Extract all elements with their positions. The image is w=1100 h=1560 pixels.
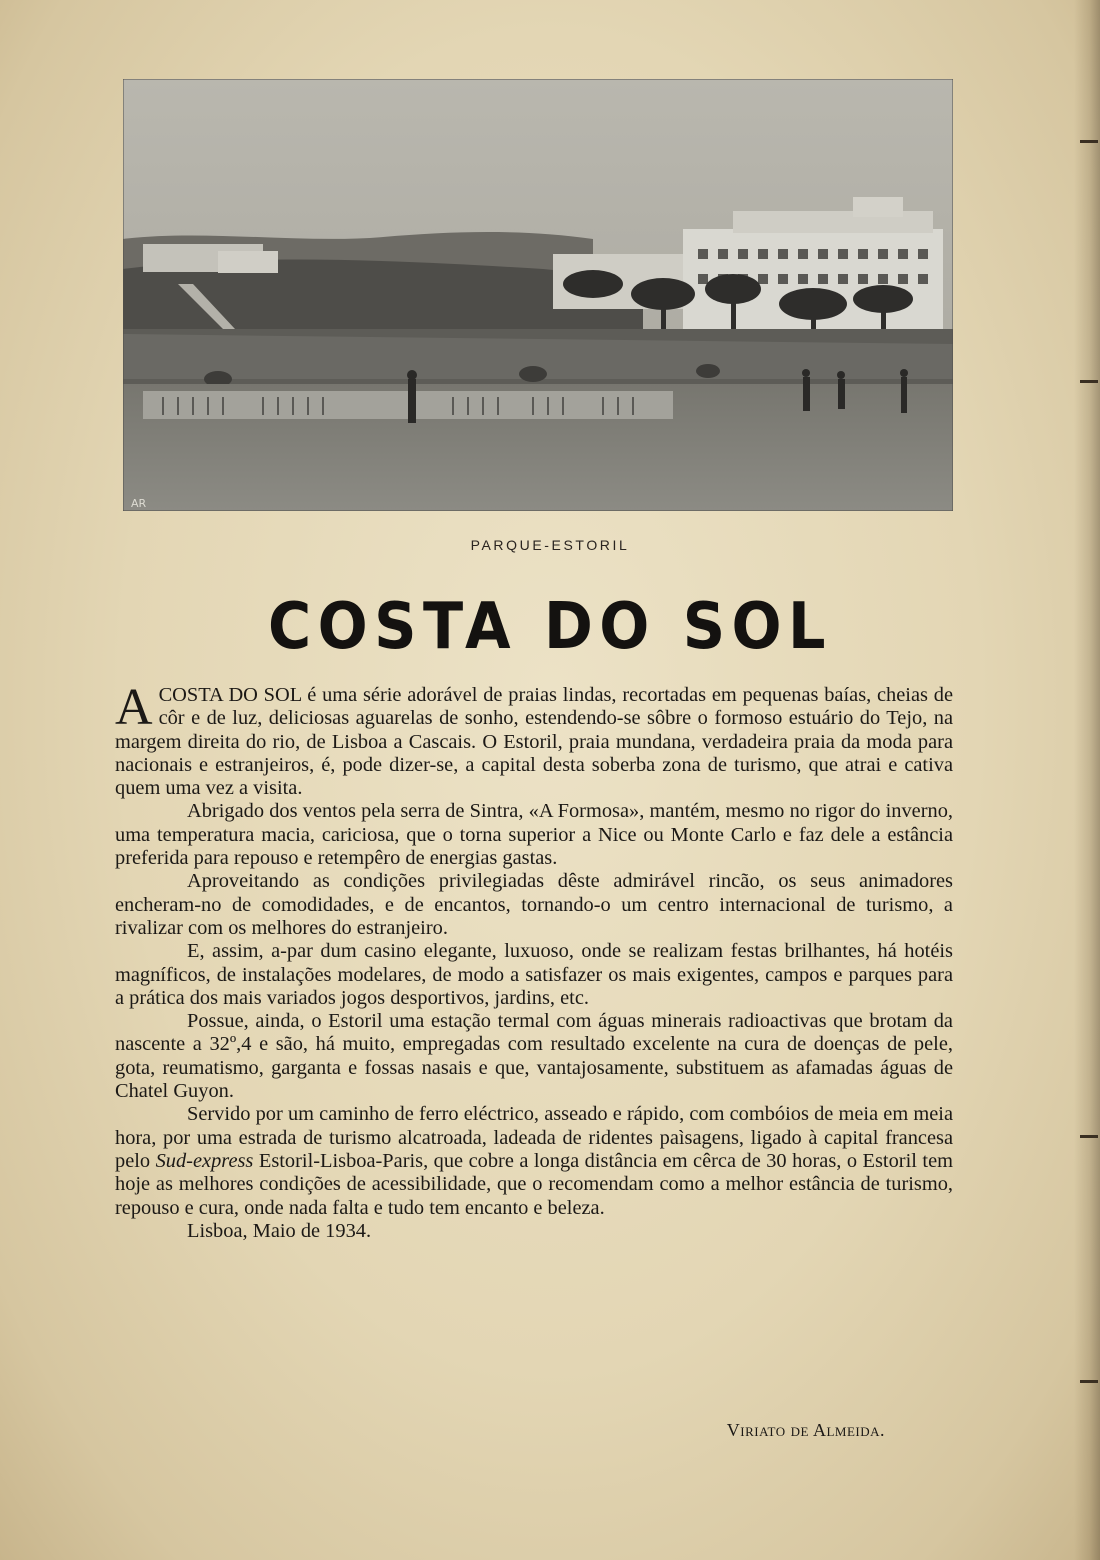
edge-mark: [1080, 1135, 1098, 1138]
edge-mark: [1080, 140, 1098, 143]
date-line: Lisboa, Maio de 1934.: [187, 1219, 372, 1242]
parque-estoril-photo: [123, 79, 953, 511]
drop-cap: A: [115, 679, 153, 736]
photo-signature: AR: [131, 497, 147, 510]
photo-caption: PARQUE-ESTORIL: [470, 537, 630, 553]
paragraph-6-text-a: Servido por um caminho de ferro eléctrico, asseado e rápido, com combóios de meia em meia hora, por uma estrada de turismo alcatroada, ladeada de ridentes paìsagens, ligado à capital francesa pelo: [115, 1103, 953, 1172]
paragraph-3: Aproveitando as condições privilegiadas dêste admirável rincão, os seus animadores encheram-no de comodidades, e de encantos, tornando-o um centro internacional de turismo, a rivalizar com os melhores do estranjeiro.: [115, 870, 953, 939]
paragraph-1-text: COSTA DO SOL é uma série adorável de praias lindas, recortadas em pequenas baías, cheias de côr e de luz, deliciosas aguarelas de sonho, estendendo-se sôbre o formoso estuário do Tejo, na margem direita do rio, de Lisboa a Cascais. O Estoril, praia mundana, verdadeira praia da moda para nacionais e estranjeiros, é, pode dizer-se, a capital desta soberba zona de turismo, que atrai e cativa quem uma vez a visita.: [115, 684, 953, 800]
paragraph-5: Possue, ainda, o Estoril uma estação termal com águas minerais radioactivas que brotam da nascente a 32º,4 e são, há muito, empregadas com resultado excelente na cura de doenças de pele, gota, reumatismo, garganta e fossas nasais e que, vantajosamente, substituem as afamadas águas de Chatel Guyon.: [115, 1010, 953, 1103]
paragraph-6-text-b: Estoril-Lisboa-Paris, que cobre a longa distância em cêrca de 30 horas, o Estoril tem hoje as melhores condições de acessibilidade, que o recomendam como a melhor estância de turismo, repouso e cura, onde nada falta e tudo tem encanto e beleza.: [115, 1149, 953, 1219]
paragraph-1: [115, 679, 953, 800]
author-signature: Viriato de Almeida.: [726, 1420, 885, 1440]
article-body: [115, 679, 953, 1243]
page-edge-shadow: [1074, 0, 1100, 1560]
paragraph-2: Abrigado dos ventos pela serra de Sintra, «A Formosa», mantém, mesmo no rigor do inverno, uma temperatura macia, cariciosa, que o torna superior a Nice ou Monte Carlo e faz dele a estância preferida para repouso e retempêro de energias gastas.: [115, 800, 953, 870]
paragraph-6-emphasis: Sud-express: [155, 1149, 254, 1172]
paragraph-6: [115, 1103, 953, 1219]
edge-mark: [1080, 380, 1098, 383]
edge-mark: [1080, 1380, 1098, 1383]
paragraph-4: E, assim, a-par dum casino elegante, luxuoso, onde se realizam festas brilhantes, há hotéis magníficos, de instalações modelares, de modo a satisfazer os mais exigentes, campos e parques para a prática dos mais variados jogos desportivos, jardins, etc.: [115, 940, 953, 1009]
article-title: COSTA DO SOL: [267, 590, 833, 664]
